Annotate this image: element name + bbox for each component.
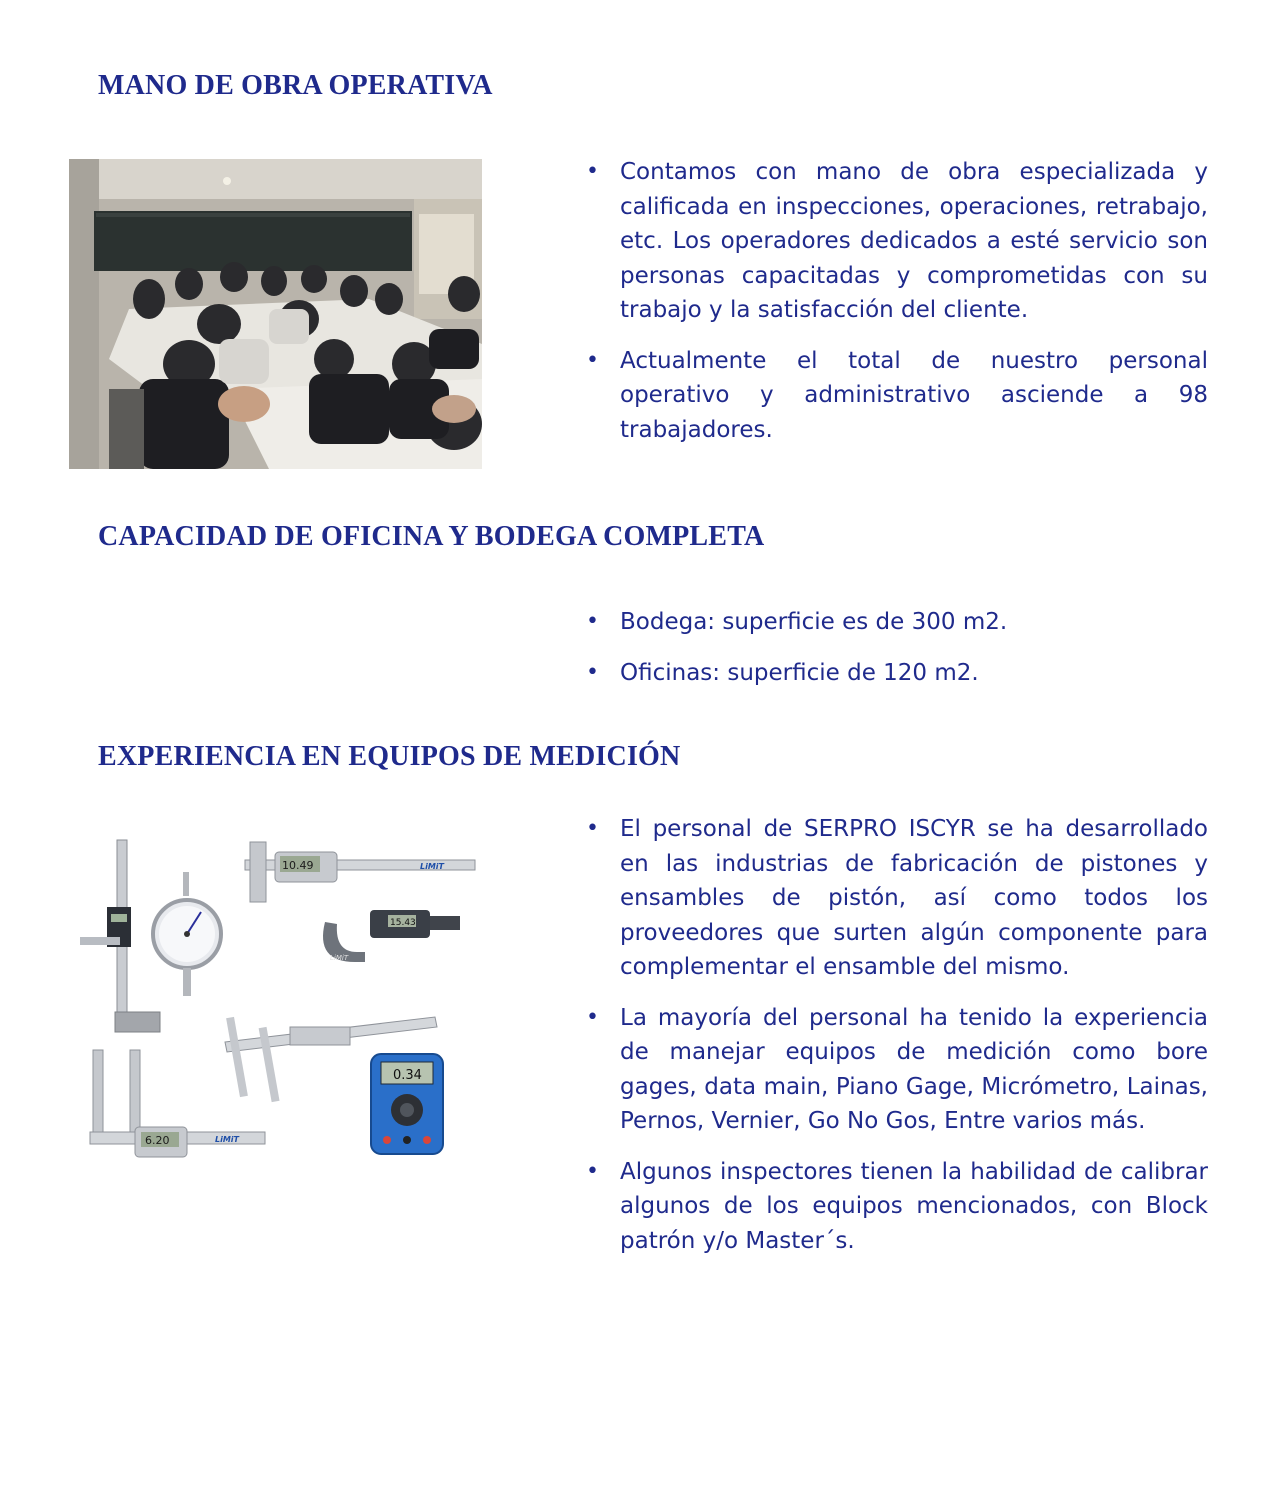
digital-caliper-icon [245,842,475,902]
section-heading-experiencia: EXPERIENCIA EN EQUIPOS DE MEDICIÓN [98,741,681,772]
caliper-bottom-readout: 6.20 [145,1134,170,1147]
bullet-icon: • [586,1004,599,1030]
list-item [584,344,1208,448]
bullet-text: Algunos inspectores tienen la habilidad de calibrar algunos de los equipos mencionados, con Block patrón y/o Master´s. [620,1158,1208,1254]
bullet-text: Bodega: superficie es de 300 m2. [620,609,1008,635]
workers-classroom-photo [69,159,482,469]
section-heading-mano-de-obra: MANO DE OBRA OPERATIVA [98,70,493,101]
brand-label: LiMiT [215,1135,239,1144]
bullet-list-capacidad [584,605,1208,706]
bullet-icon: • [586,347,599,373]
section-heading-capacidad: CAPACIDAD DE OFICINA Y BODEGA COMPLETA [98,521,765,552]
list-item [584,812,1208,985]
bullet-list-experiencia [584,812,1208,1274]
height-gauge-icon [80,840,160,1032]
list-item [584,656,1208,691]
bullet-icon: • [586,609,599,634]
measuring-instruments-image [75,832,485,1162]
bullet-icon: • [586,159,599,184]
list-item [584,1155,1208,1259]
bullet-text: Actualmente el total de nuestro personal operativo y administrativo asciende a 98 trabajadores. [620,347,1208,443]
bullet-icon: • [586,659,599,685]
bullet-list-mano-de-obra [584,155,1208,463]
caliper-top-readout: 10.49 [282,859,314,872]
list-item [584,605,1208,640]
micrometer-icon [323,910,460,962]
multimeter-icon [371,1054,443,1154]
bullet-icon: • [586,1158,599,1184]
bullet-text: Contamos con mano de obra especializada y calificada en inspecciones, operaciones, retrabajo, etc. Los operadores dedicados a esté servicio son personas capacitadas y comprometidas con su trabajo y la satisfacción del cliente. [620,159,1208,323]
micrometer-readout: 15.43 [390,918,416,928]
bullet-text: El personal de SERPRO ISCYR se ha desarrollado en las industrias de fabricación de pistones y ensambles de pistón, así como todos los proveedores que surten algún componente para complementar el ensamble del mismo. [620,816,1208,980]
list-item [584,155,1208,328]
brand-label: LiMiT [420,862,444,871]
list-item [584,1001,1208,1139]
dial-indicator-icon [153,872,221,996]
bullet-text: Oficinas: superficie de 120 m2. [620,659,979,686]
brand-label: LiMiT [330,954,349,962]
bullet-icon: • [586,816,599,841]
bullet-text: La mayoría del personal ha tenido la experiencia de manejar equipos de medición como bore gages, data main, Piano Gage, Micrómetro, Lainas, Pernos, Vernier, Go No Gos, Entre varios más. [620,1004,1208,1134]
multimeter-readout: 0.34 [393,1068,422,1083]
